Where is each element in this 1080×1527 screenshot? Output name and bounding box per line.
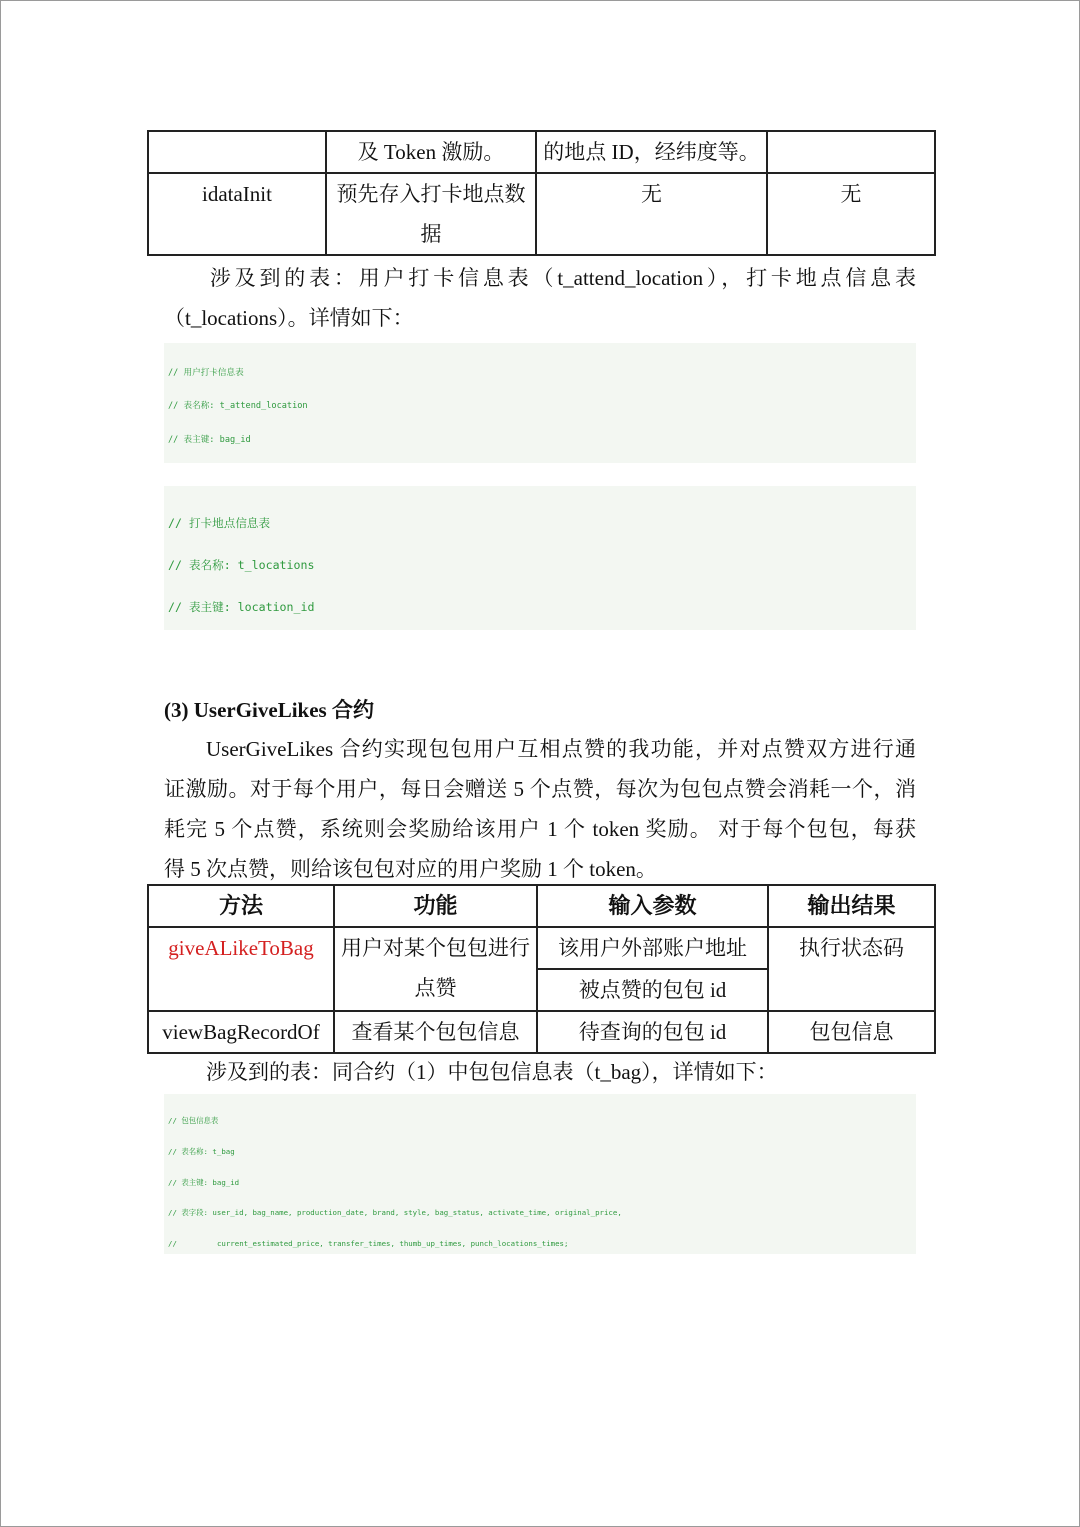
bag-table-intro-paragraph: 涉及到的表：同合约（1）中包包信息表（t_bag），详情如下： (206, 1060, 778, 1084)
input-cell: 被点赞的包包 id (537, 969, 768, 1011)
tables-intro-paragraph (164, 258, 916, 338)
table-row (148, 1011, 935, 1053)
column-header: 输出结果 (768, 885, 935, 927)
table-cell: 无 (536, 173, 767, 255)
code-line: // 表名称: t_locations (168, 558, 315, 572)
table-cell: 无 (767, 173, 935, 255)
column-header: 功能 (334, 885, 537, 927)
code-line: // 表字段: user_id, bag_name, production_date, brand, style, bag_status, activate_time, original_price, (168, 1208, 622, 1218)
code-line: // 包包信息表 (168, 1116, 219, 1126)
table-row (148, 173, 935, 255)
paragraph-line: 证激励。对于每个用户，每日会赠送 5 个点赞，每次为包包点赞会消耗一个，消 (164, 777, 916, 801)
methods-table (147, 884, 936, 1054)
paragraph-line: 耗完 5 个点赞，系统则会奖励给该用户 1 个 token 奖励。 对于每个包包，每获 (164, 817, 916, 841)
function-cell: 用户对某个包包进行点赞 (334, 927, 537, 1011)
code-line: // 表主键: location_id (168, 600, 315, 614)
table-cell (767, 131, 935, 173)
paragraph-line: （t_locations）。详情如下： (164, 306, 414, 330)
code-line: // 表名称: t_bag (168, 1147, 235, 1157)
table-cell: 的地点 ID，经纬度等。 (536, 131, 767, 173)
output-cell: 包包信息 (768, 1011, 935, 1053)
table-row (148, 131, 935, 173)
method-name-cell: viewBagRecordOf (148, 1011, 334, 1053)
code-line: // 用户打卡信息表 (168, 367, 244, 378)
method-name-cell: giveALikeToBag (148, 927, 334, 1011)
table-cell: 及 Token 激励。 (326, 131, 536, 173)
code-line: // current_estimated_price, transfer_times, thumb_up_times, punch_locations_times; (168, 1238, 569, 1248)
table-cell (148, 131, 326, 173)
column-header: 输入参数 (537, 885, 768, 927)
table-header-row (148, 885, 935, 927)
section-heading: (3) UserGiveLikes 合约 (164, 698, 374, 722)
code-block-attend-location (164, 343, 916, 463)
code-block-bag (164, 1094, 916, 1254)
code-line: // 表主键: bag_id (168, 435, 251, 446)
code-line: // 表主键: bag_id (168, 1177, 240, 1187)
paragraph-line: 涉及到的表：用户打卡信息表（t_attend_location），打卡地点信息表 (206, 266, 916, 290)
table-cell: 预先存入打卡地点数据 (326, 173, 536, 255)
input-cell: 待查询的包包 id (537, 1011, 768, 1053)
paragraph-line: 得 5 次点赞，则给该包包对应的用户奖励 1 个 token。 (164, 857, 657, 881)
code-line: // 表名称: t_attend_location (168, 401, 308, 412)
function-cell: 查看某个包包信息 (334, 1011, 537, 1053)
input-cell: 该用户外部账户地址 (537, 927, 768, 969)
output-cell: 执行状态码 (768, 927, 935, 1011)
table-row (148, 927, 935, 969)
code-block-locations (164, 486, 916, 630)
table-cell: idataInit (148, 173, 326, 255)
contract-description-paragraph (164, 729, 916, 889)
column-header: 方法 (148, 885, 334, 927)
code-line: // 打卡地点信息表 (168, 516, 271, 530)
paragraph-line: UserGiveLikes 合约实现包包用户互相点赞的我功能，并对点赞双方进行通 (206, 737, 916, 761)
methods-table-continued (147, 130, 936, 256)
